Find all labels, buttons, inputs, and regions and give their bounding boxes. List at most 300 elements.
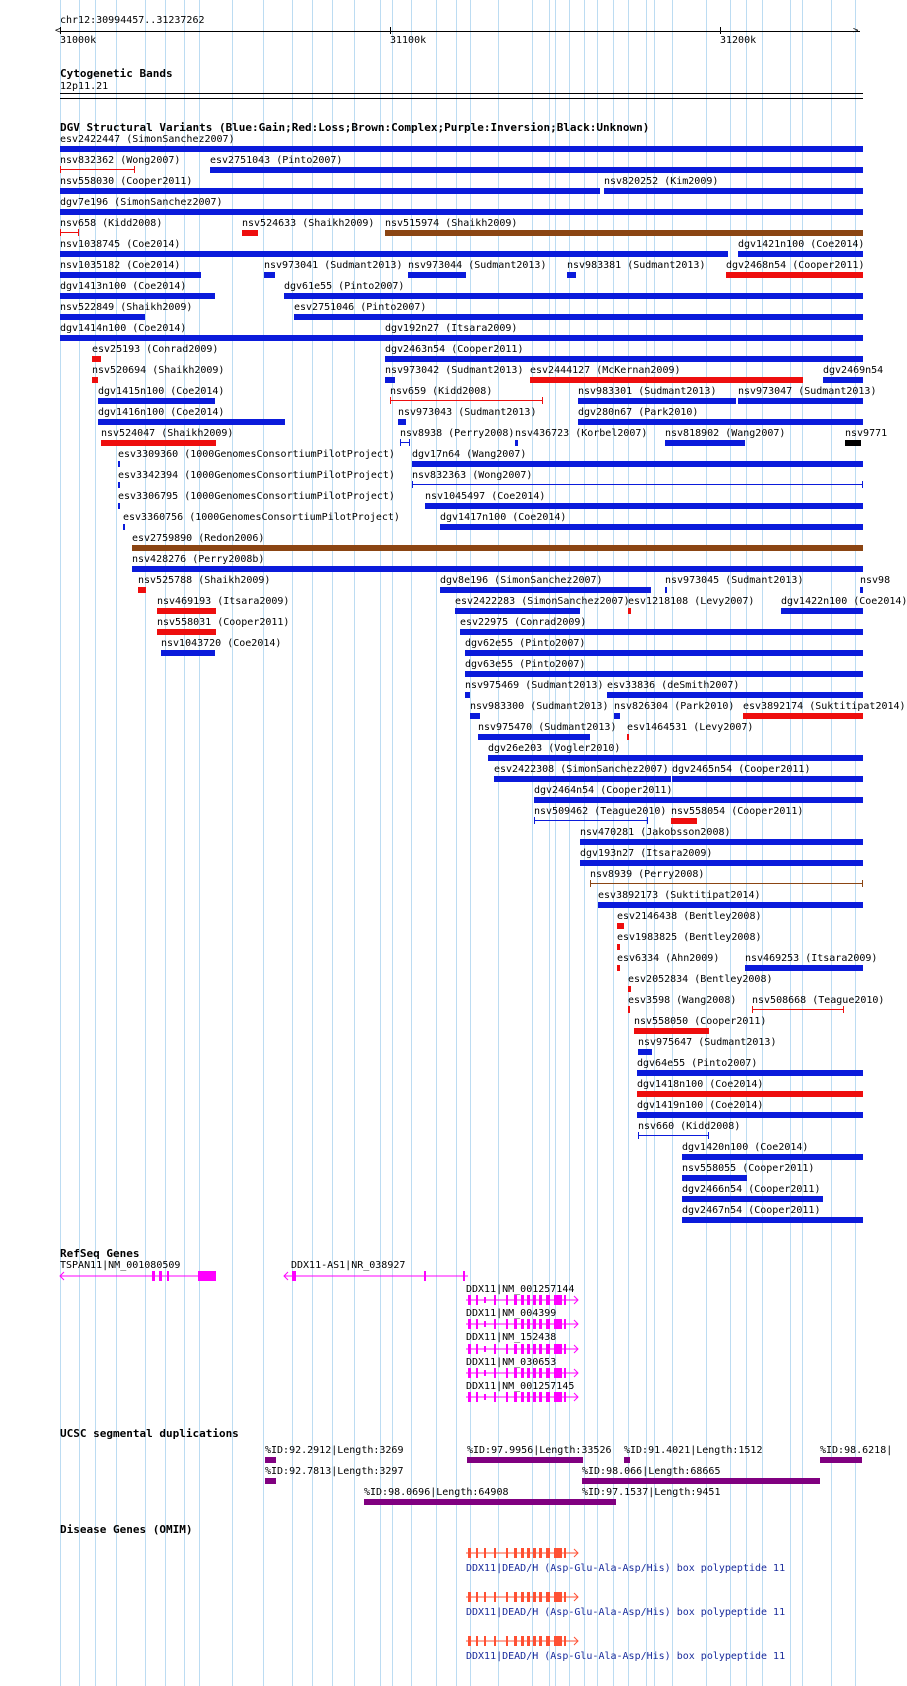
sv-bar[interactable] — [494, 776, 671, 782]
gene-label: DDX11|NM_004399 — [466, 1308, 557, 1319]
omim-exon — [527, 1636, 530, 1646]
sv-bar[interactable] — [294, 314, 863, 320]
gene-exon — [554, 1319, 562, 1329]
sv-end-tick — [60, 166, 61, 173]
sv-bar[interactable] — [738, 398, 863, 404]
sv-label: dgv280n67 (Park2010) — [578, 407, 699, 418]
sv-label: esv33836 (deSmith2007) — [607, 680, 740, 691]
gene-label: DDX11|NM_152438 — [466, 1332, 557, 1343]
sv-line[interactable] — [412, 484, 863, 485]
omim-exon — [514, 1548, 517, 1558]
sv-label: nsv470281 (Jakobsson2008) — [580, 827, 731, 838]
gene-exon — [533, 1392, 536, 1402]
sv-label: esv1464531 (Levy2007) — [627, 722, 754, 733]
sv-label: dgv64e55 (Pinto2007) — [637, 1058, 758, 1069]
gene-ddx11-as1[interactable] — [284, 1270, 478, 1282]
sv-bar[interactable] — [614, 713, 620, 719]
gene-exon — [564, 1319, 566, 1329]
sv-label: dgv1422n100 (Coe2014) — [781, 596, 907, 607]
ruler-axis — [60, 31, 860, 32]
sv-bar[interactable] — [60, 272, 201, 278]
ruler-tick-label: 31200k — [720, 35, 757, 46]
sv-end-tick — [400, 439, 401, 446]
sv-end-tick — [862, 880, 863, 887]
gene-exon — [539, 1344, 542, 1354]
sv-bar[interactable] — [98, 398, 215, 404]
sv-bar[interactable] — [860, 587, 863, 593]
sv-bar[interactable] — [578, 419, 863, 425]
sv-bar[interactable] — [470, 713, 480, 719]
gene-exon — [554, 1295, 562, 1305]
sv-label: dgv2463n54 (Cooper2011) — [385, 344, 524, 355]
gene-exon — [533, 1344, 536, 1354]
omim-gene-glyph[interactable] — [466, 1547, 586, 1559]
sv-label: nsv983300 (Sudmant2013) — [470, 701, 609, 712]
sv-bar[interactable] — [455, 608, 580, 614]
sv-bar[interactable] — [628, 608, 631, 614]
sv-label: esv2422447 (SimonSanchez2007) — [60, 134, 235, 145]
sv-bar[interactable] — [138, 587, 146, 593]
sv-label: esv2751046 (Pinto2007) — [294, 302, 427, 313]
sv-bar[interactable] — [60, 293, 215, 299]
sv-label: nsv983301 (Sudmant2013) — [578, 386, 717, 397]
sv-bar[interactable] — [60, 251, 728, 257]
sv-line[interactable] — [60, 169, 135, 170]
sv-label: nsv428276 (Perry2008b) — [132, 554, 265, 565]
sv-label: esv1983825 (Bentley2008) — [617, 932, 762, 943]
sv-label: esv2052834 (Bentley2008) — [628, 974, 773, 985]
gene-ddx11[interactable] — [466, 1391, 588, 1403]
omim-gene-glyph[interactable] — [466, 1591, 586, 1603]
omim-label[interactable]: DDX11|DEAD/H (Asp-Glu-Ala-Asp/His) box polypeptide 11 — [466, 1563, 786, 1574]
segdup-bar[interactable] — [265, 1478, 276, 1484]
sv-bar[interactable] — [264, 272, 275, 278]
omim-exon — [533, 1636, 536, 1646]
sv-label: nsv975469 (Sudmant2013) — [465, 680, 604, 691]
sv-bar[interactable] — [60, 209, 863, 215]
region-label: chr12:30994457..31237262 — [60, 15, 205, 26]
sv-bar[interactable] — [385, 335, 863, 341]
sv-label: nsv469193 (Itsara2009) — [157, 596, 290, 607]
sv-bar[interactable] — [745, 965, 863, 971]
sv-label: nsv98 — [860, 575, 891, 586]
gene-exon — [554, 1368, 562, 1378]
sv-label: esv3306795 (1000GenomesConsortiumPilotProject) — [118, 491, 395, 502]
sv-bar[interactable] — [440, 524, 863, 530]
sv-label: nsv524047 (Shaikh2009) — [101, 428, 234, 439]
sv-bar[interactable] — [118, 503, 120, 509]
gene-exon — [494, 1344, 496, 1354]
gene-exon — [514, 1368, 517, 1378]
sv-bar[interactable] — [98, 419, 285, 425]
omim-exon — [506, 1592, 508, 1602]
sv-label: esv3309360 (1000GenomesConsortiumPilotProject) — [118, 449, 395, 460]
sv-label: nsv509462 (Teague2010) — [534, 806, 667, 817]
sv-bar[interactable] — [440, 587, 651, 593]
gene-exon — [463, 1271, 465, 1281]
gene-exon — [521, 1368, 524, 1378]
sv-label: nsv558031 (Cooper2011) — [157, 617, 290, 628]
sv-bar[interactable] — [604, 188, 863, 194]
sv-bar[interactable] — [672, 776, 863, 782]
sv-bar[interactable] — [617, 944, 620, 950]
sv-bar[interactable] — [118, 482, 120, 488]
sv-label: dgv2468n54 (Cooper2011) — [726, 260, 865, 271]
sv-label: dgv17n64 (Wang2007) — [412, 449, 527, 460]
sv-bar[interactable] — [385, 377, 395, 383]
sv-bar[interactable] — [637, 1070, 863, 1076]
sv-end-tick — [843, 1006, 844, 1013]
sv-bar[interactable] — [637, 1112, 863, 1118]
omim-exon — [514, 1636, 517, 1646]
gene-exon — [554, 1392, 562, 1402]
omim-exon — [521, 1592, 524, 1602]
sv-bar[interactable] — [743, 713, 863, 719]
segdup-bar[interactable] — [467, 1457, 583, 1463]
sv-bar[interactable] — [465, 692, 470, 698]
omim-exon — [533, 1592, 536, 1602]
omim-exon — [484, 1548, 486, 1558]
sv-bar[interactable] — [118, 461, 120, 467]
segdup-bar[interactable] — [624, 1457, 630, 1463]
sv-bar[interactable] — [607, 692, 863, 698]
sv-label: esv2422283 (SimonSanchez2007) — [455, 596, 630, 607]
sv-bar[interactable] — [465, 650, 863, 656]
gene-exon — [546, 1392, 550, 1402]
sv-label: nsv558054 (Cooper2011) — [671, 806, 804, 817]
sv-bar[interactable] — [408, 272, 466, 278]
sv-bar[interactable] — [242, 230, 258, 236]
omim-exon — [564, 1548, 566, 1558]
omim-exon — [476, 1548, 478, 1558]
gene-exon — [476, 1319, 478, 1329]
omim-track-title: Disease Genes (OMIM) — [60, 1523, 193, 1536]
sv-end-tick — [134, 166, 135, 173]
gene-exon — [546, 1319, 550, 1329]
omim-exon — [468, 1592, 471, 1602]
gene-exon — [506, 1368, 508, 1378]
omim-exon — [494, 1548, 496, 1558]
ruler-left-arrow-icon[interactable]: < — [55, 26, 61, 36]
segdup-bar[interactable] — [582, 1499, 616, 1505]
ruler-tick-label: 31100k — [390, 35, 427, 46]
sv-label: nsv515974 (Shaikh2009) — [385, 218, 518, 229]
sv-label: esv2751043 (Pinto2007) — [210, 155, 343, 166]
segdup-bar[interactable] — [364, 1499, 582, 1505]
sv-end-tick — [78, 229, 79, 236]
omim-exon — [468, 1548, 471, 1558]
segdup-label: %ID:98.066|Length:68665 — [582, 1466, 721, 1477]
sv-bar[interactable] — [60, 188, 600, 194]
gene-exon — [198, 1271, 216, 1281]
omim-gene-glyph[interactable] — [466, 1635, 586, 1647]
segdup-label: %ID:92.2912|Length:3269 — [265, 1445, 404, 1456]
segdup-track-title: UCSC segmental duplications — [60, 1427, 239, 1440]
sv-label: dgv1421n100 (Coe2014) — [738, 239, 865, 250]
sv-end-tick — [409, 439, 410, 446]
sv-bar[interactable] — [460, 629, 863, 635]
gene-exon — [564, 1368, 566, 1378]
sv-bar[interactable] — [637, 1091, 863, 1097]
sv-label: dgv1415n100 (Coe2014) — [98, 386, 225, 397]
omim-exon — [554, 1548, 562, 1558]
sv-bar[interactable] — [617, 923, 624, 929]
gene-exon — [159, 1271, 162, 1281]
omim-label[interactable]: DDX11|DEAD/H (Asp-Glu-Ala-Asp/His) box polypeptide 11 — [466, 1607, 786, 1618]
gene-exon — [494, 1319, 496, 1329]
gene-exon — [564, 1392, 566, 1402]
sv-label: nsv832362 (Wong2007) — [60, 155, 181, 166]
omim-exon — [564, 1592, 566, 1602]
sv-label: nsv973041 (Sudmant2013) — [264, 260, 403, 271]
sv-bar[interactable] — [665, 587, 667, 593]
sv-label: esv2759890 (Redon2006) — [132, 533, 265, 544]
omim-exon — [527, 1592, 530, 1602]
sv-end-tick — [60, 229, 61, 236]
sv-line[interactable] — [752, 1009, 844, 1010]
gene-exon — [506, 1392, 508, 1402]
sv-bar[interactable] — [534, 797, 863, 803]
omim-exon — [521, 1548, 524, 1558]
sv-label: esv2444127 (McKernan2009) — [530, 365, 681, 376]
sv-bar[interactable] — [478, 734, 590, 740]
gene-exon — [468, 1319, 471, 1329]
sv-label: nsv973047 (Sudmant2013) — [738, 386, 877, 397]
sv-bar[interactable] — [665, 440, 745, 446]
sv-bar[interactable] — [385, 230, 863, 236]
sv-label: nsv1038745 (Coe2014) — [60, 239, 181, 250]
gene-exon — [533, 1319, 536, 1329]
gene-exon — [546, 1295, 550, 1305]
gene-exon — [514, 1319, 517, 1329]
gene-ddx11[interactable] — [466, 1318, 588, 1330]
gene-exon — [527, 1319, 530, 1329]
cytoband-track-title: Cytogenetic Bands — [60, 67, 173, 80]
sv-line[interactable] — [534, 820, 648, 821]
omim-exon — [546, 1592, 550, 1602]
sv-end-tick — [412, 481, 413, 488]
sv-label: dgv2465n54 (Cooper2011) — [672, 764, 811, 775]
sv-label: nsv826304 (Park2010) — [614, 701, 735, 712]
sv-label: dgv61e55 (Pinto2007) — [284, 281, 405, 292]
sv-label: nsv659 (Kidd2008) — [390, 386, 493, 397]
sv-bar[interactable] — [598, 902, 863, 908]
segdup-bar[interactable] — [265, 1457, 276, 1463]
sv-line[interactable] — [60, 232, 79, 233]
sv-label: nsv522849 (Shaikh2009) — [60, 302, 193, 313]
sv-label: nsv660 (Kidd2008) — [638, 1121, 741, 1132]
gene-exon — [527, 1368, 530, 1378]
sv-line[interactable] — [590, 883, 863, 884]
gene-exon — [514, 1344, 517, 1354]
sv-line[interactable] — [638, 1135, 709, 1136]
sv-bar[interactable] — [412, 461, 863, 467]
sv-end-tick — [534, 817, 535, 824]
sv-bar[interactable] — [161, 650, 215, 656]
sv-label: esv1218108 (Levy2007) — [628, 596, 755, 607]
gene-exon — [546, 1368, 550, 1378]
sv-bar[interactable] — [515, 440, 518, 446]
segdup-label: %ID:98.6218| — [820, 1445, 893, 1456]
gene-exon — [152, 1271, 155, 1281]
gene-label: DDX11|NM_030653 — [466, 1357, 557, 1368]
gene-exon — [484, 1394, 486, 1400]
gene-ddx11[interactable] — [466, 1343, 588, 1355]
gene-exon — [514, 1295, 517, 1305]
sv-bar[interactable] — [845, 440, 861, 446]
sv-label: dgv8e196 (SimonSanchez2007) — [440, 575, 603, 586]
gene-exon — [521, 1319, 524, 1329]
sv-bar[interactable] — [132, 545, 863, 551]
sv-label: nsv1043720 (Coe2014) — [161, 638, 282, 649]
omim-exon — [539, 1548, 542, 1558]
sv-label: esv2422308 (SimonSanchez2007) — [494, 764, 669, 775]
sv-bar[interactable] — [385, 356, 863, 362]
dgv-track-title: DGV Structural Variants (Blue:Gain;Red:Loss;Brown:Complex;Purple:Inversion;Black:Unknown) — [60, 121, 650, 134]
omim-exon — [494, 1636, 496, 1646]
sv-label: nsv973044 (Sudmant2013) — [408, 260, 547, 271]
sv-bar[interactable] — [92, 377, 98, 383]
sv-label: dgv2464n54 (Cooper2011) — [534, 785, 673, 796]
sv-bar[interactable] — [488, 755, 863, 761]
cytoband-band[interactable] — [60, 93, 863, 94]
sv-bar[interactable] — [726, 272, 863, 278]
gene-ddx11[interactable] — [466, 1367, 588, 1379]
gene-exon — [494, 1392, 496, 1402]
sv-label: dgv192n27 (Itsara2009) — [385, 323, 518, 334]
omim-exon — [506, 1636, 508, 1646]
sv-bar[interactable] — [738, 251, 863, 257]
omim-exon — [539, 1592, 542, 1602]
gene-exon — [539, 1295, 542, 1305]
sv-bar[interactable] — [638, 1049, 652, 1055]
sv-end-tick — [708, 1132, 709, 1139]
gene-label: DDX11-AS1|NR_038927 — [291, 1260, 406, 1271]
sv-end-tick — [542, 397, 543, 404]
sv-label: nsv832363 (Wong2007) — [412, 470, 533, 481]
sv-label: esv3342394 (1000GenomesConsortiumPilotProject) — [118, 470, 395, 481]
gene-exon — [506, 1319, 508, 1329]
gene-label: TSPAN11|NM_001080509 — [60, 1260, 181, 1271]
gene-ddx11[interactable] — [466, 1294, 588, 1306]
sv-bar[interactable] — [617, 965, 620, 971]
sv-label: dgv193n27 (Itsara2009) — [580, 848, 713, 859]
sv-label: nsv520694 (Shaikh2009) — [92, 365, 225, 376]
omim-label[interactable]: DDX11|DEAD/H (Asp-Glu-Ala-Asp/His) box polypeptide 11 — [466, 1651, 786, 1662]
cytoband-label: 12p11.21 — [60, 81, 109, 92]
sv-label: nsv558030 (Cooper2011) — [60, 176, 193, 187]
sv-bar[interactable] — [530, 377, 803, 383]
sv-bar[interactable] — [634, 1028, 709, 1034]
segdup-bar[interactable] — [820, 1457, 862, 1463]
sv-bar[interactable] — [60, 146, 863, 152]
sv-label: nsv1045497 (Coe2014) — [425, 491, 546, 502]
sv-label: nsv820252 (Kim2009) — [604, 176, 719, 187]
sv-bar[interactable] — [580, 839, 863, 845]
sv-bar[interactable] — [671, 818, 697, 824]
sv-bar[interactable] — [823, 377, 863, 383]
segdup-bar[interactable] — [582, 1478, 820, 1484]
sv-bar[interactable] — [398, 419, 406, 425]
gene-exon — [476, 1392, 478, 1402]
sv-label: dgv1413n100 (Coe2014) — [60, 281, 187, 292]
sv-label: nsv1035182 (Coe2014) — [60, 260, 181, 271]
sv-bar[interactable] — [157, 608, 216, 614]
sv-label: dgv2467n54 (Cooper2011) — [682, 1205, 821, 1216]
sv-bar[interactable] — [628, 986, 631, 992]
omim-exon — [506, 1548, 508, 1558]
sv-label: nsv818902 (Wang2007) — [665, 428, 786, 439]
gene-exon — [468, 1295, 471, 1305]
gene-exon — [476, 1295, 478, 1305]
sv-end-tick — [590, 880, 591, 887]
omim-exon — [546, 1548, 550, 1558]
omim-exon — [494, 1592, 496, 1602]
sv-bar[interactable] — [123, 524, 125, 530]
gene-exon — [424, 1271, 426, 1281]
sv-bar[interactable] — [627, 734, 629, 740]
gene-exon — [468, 1368, 471, 1378]
sv-label: esv22975 (Conrad2009) — [460, 617, 587, 628]
sv-label: nsv436723 (Korbel2007) — [515, 428, 648, 439]
omim-exon — [468, 1636, 471, 1646]
sv-bar[interactable] — [101, 440, 216, 446]
sv-label: nsv658 (Kidd2008) — [60, 218, 163, 229]
sv-bar[interactable] — [60, 314, 145, 320]
sv-bar[interactable] — [580, 860, 863, 866]
sv-label: nsv558050 (Cooper2011) — [634, 1016, 767, 1027]
sv-bar[interactable] — [132, 566, 863, 572]
sv-bar[interactable] — [578, 398, 736, 404]
sv-line[interactable] — [390, 400, 543, 401]
ruler-right-arrow-icon[interactable]: > — [853, 26, 859, 36]
gene-exon — [476, 1368, 478, 1378]
sv-bar[interactable] — [682, 1196, 823, 1202]
gene-tspan11[interactable] — [60, 1270, 225, 1282]
gene-exon — [564, 1295, 566, 1305]
sv-label: nsv973045 (Sudmant2013) — [665, 575, 804, 586]
sv-bar[interactable] — [425, 503, 863, 509]
sv-label: dgv1419n100 (Coe2014) — [637, 1100, 764, 1111]
segdup-label: %ID:91.4021|Length:1512 — [624, 1445, 763, 1456]
sv-bar[interactable] — [682, 1175, 747, 1181]
sv-end-tick — [390, 397, 391, 404]
omim-exon — [484, 1592, 486, 1602]
sv-bar[interactable] — [781, 608, 863, 614]
sv-label: esv3598 (Wang2008) — [628, 995, 737, 1006]
segdup-label: %ID:97.9956|Length:33526 — [467, 1445, 612, 1456]
sv-bar[interactable] — [682, 1154, 863, 1160]
sv-label: esv3892174 (Suktitipat2014) — [743, 701, 906, 712]
sv-bar[interactable] — [157, 629, 216, 635]
sv-label: esv25193 (Conrad2009) — [92, 344, 219, 355]
sv-label: nsv469253 (Itsara2009) — [745, 953, 878, 964]
sv-bar[interactable] — [682, 1217, 863, 1223]
omim-exon — [554, 1592, 562, 1602]
gene-exon — [484, 1346, 486, 1352]
sv-bar[interactable] — [92, 356, 101, 362]
sv-label: dgv63e55 (Pinto2007) — [465, 659, 586, 670]
sv-bar[interactable] — [284, 293, 863, 299]
sv-bar[interactable] — [210, 167, 863, 173]
sv-label: dgv1416n100 (Coe2014) — [98, 407, 225, 418]
sv-bar[interactable] — [465, 671, 863, 677]
sv-label: nsv975470 (Sudmant2013) — [478, 722, 617, 733]
gene-exon — [167, 1271, 169, 1281]
gene-exon — [527, 1344, 530, 1354]
sv-bar[interactable] — [567, 272, 576, 278]
sv-end-tick — [629, 1006, 630, 1013]
